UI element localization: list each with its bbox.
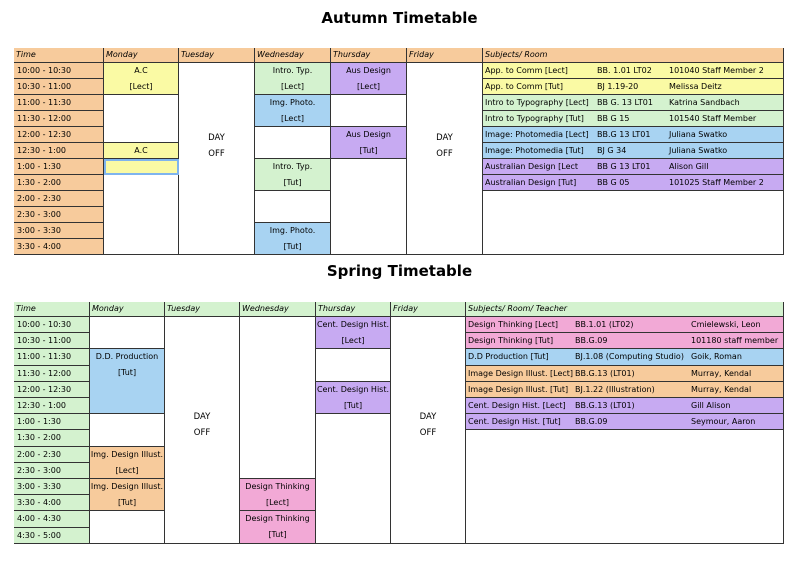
class-name: Aus Design [346,130,391,139]
subject-room: BB.G.09 [575,336,608,346]
subject-room: BB G 05 [597,178,630,187]
time-slot: 10:30 - 11:00 [14,333,90,349]
empty-slot [331,159,407,255]
time-slot: 11:30 - 12:00 [14,366,90,382]
class-name: Cent. Design Hist. [316,320,390,329]
subject-row [483,159,784,175]
subject-row [466,382,784,398]
empty-slot [104,95,179,143]
subject-teacher: Alison Gill [669,162,709,171]
class-type: [Lect] [115,465,139,475]
class-block [90,479,165,511]
header-friday: Friday [391,302,466,317]
subject-name: Intro to Typography [Lect] [485,98,589,107]
class-name: Img. Photo. [269,98,316,107]
subject-teacher: Murray, Kendal [691,384,752,394]
subject-room: BJ.1.22 (Illustration) [575,384,655,394]
time-slot: 1:30 - 2:00 [14,430,90,446]
subject-teacher: Seymour, Aaron [691,417,756,427]
time-slot: 4:30 - 5:00 [14,528,90,544]
empty-slot [90,414,165,446]
class-block [240,511,316,543]
subject-teacher: 101180 staff member [691,336,779,346]
day-off-label: DAY [193,412,211,423]
time-slot: 11:00 - 11:30 [14,95,104,111]
subject-row [466,317,784,333]
time-slot: 2:30 - 3:00 [14,207,104,223]
subject-name: Cent. Design Hist. [Lect] [468,401,566,410]
header-time: Time [14,302,90,317]
subject-row [483,127,784,143]
subject-teacher: Juliana Swatko [669,130,728,139]
subject-row [466,333,784,349]
header-subjects: Subjects/ Room/ Teacher [466,302,784,317]
time-slot: 2:30 - 3:00 [14,463,90,479]
subject-name: Image Design Illust. [Tut] [468,384,569,394]
subject-room: BJ G 34 [597,146,627,155]
empty-slot [90,317,165,349]
empty-slot [255,127,331,159]
class-name: D.D. Production [95,352,159,362]
subject-room: BB.G.09 [575,417,608,427]
class-block [90,349,165,414]
subject-teacher: Murray, Kendal [691,368,752,378]
class-block [331,127,407,159]
subject-room: BJ 1.19-20 [597,82,639,91]
time-slot: 12:00 - 12:30 [14,382,90,398]
subject-room: BB.G.13 (LT01) [575,368,635,378]
day-off-column [165,317,240,544]
subject-room: BB.G.13 (LT01) [575,401,635,410]
subject-name: App. to Comm [Lect] [485,66,568,75]
subject-room: BJ.1.08 (Computing Studio) [575,352,684,362]
subject-teacher: Cmielewski, Leon [691,320,761,329]
empty-slot [331,95,407,127]
time-slot: 12:00 - 12:30 [14,127,104,143]
class-name: Img. Photo. [269,226,316,235]
time-slot: 4:00 - 4:30 [14,511,90,527]
class-type: [Tut] [117,368,137,378]
class-block [90,447,165,479]
header-thursday: Thursday [316,302,391,317]
header-tuesday: Tuesday [165,302,240,317]
header-thursday: Thursday [331,48,407,63]
class-type: [Tut] [283,242,302,251]
time-slot: 3:00 - 3:30 [14,223,104,239]
class-block [255,95,331,127]
class-type: [Lect] [356,82,380,91]
time-slot: 11:00 - 11:30 [14,349,90,365]
subject-name: Image Design Illust. [Lect] [468,368,574,378]
subject-teacher: Melissa Deitz [669,82,722,91]
subject-teacher: Juliana Swatko [669,146,728,155]
subject-room: BB G 13 LT01 [597,162,651,171]
subject-name: Image: Photomedia [Lect] [485,130,589,139]
class-type: [Tut] [268,530,287,540]
class-block [255,223,331,255]
subject-name: D.D Production [Tut] [468,352,549,362]
day-off-label: OFF [193,428,211,439]
time-slot: 3:30 - 4:00 [14,239,104,255]
day-off-column [179,63,255,255]
header-time: Time [14,48,104,63]
class-name: A.C [134,66,148,75]
subject-teacher: 101040 Staff Member 2 [669,66,764,75]
time-slot: 11:30 - 12:00 [14,111,104,127]
class-name: Aus Design [346,66,391,75]
subject-room: BB.1.01 (LT02) [575,320,634,329]
header-wednesday: Wednesday [255,48,331,63]
class-name: Img. Design Illust. [90,449,164,459]
subject-row [483,63,784,79]
header-friday: Friday [407,48,483,63]
day-off-label: DAY [208,133,225,143]
class-name: Design Thinking [245,482,310,491]
class-type: [Tut] [343,400,363,410]
time-slot: 2:00 - 2:30 [14,191,104,207]
subject-name: Cent. Design Hist. [Tut] [468,417,561,427]
class-name: Cent. Design Hist. [316,384,390,394]
class-block [104,143,179,159]
time-slot: 10:00 - 10:30 [14,317,90,333]
class-block [104,63,179,95]
empty-slot [90,511,165,543]
subject-row [466,366,784,382]
class-type: [Tut] [117,498,137,507]
class-name: Img. Design Illust. [90,482,164,491]
subject-name: Australian Design [Tut] [485,178,577,187]
class-name: Design Thinking [245,514,310,524]
time-slot: 3:30 - 4:00 [14,495,90,511]
class-name: Intro. Typ. [272,162,313,171]
autumn-timetable-title: Autumn Timetable [321,9,478,27]
header-tuesday: Tuesday [179,48,255,63]
class-type: [Lect] [280,114,304,123]
day-off-label: OFF [208,149,225,159]
subject-room: BB. 1.01 LT02 [597,66,652,75]
subject-name: Design Thinking [Tut] [468,336,554,346]
day-off-column [407,63,483,255]
day-off-label: OFF [419,428,437,439]
class-type: [Lect] [129,82,153,91]
subject-row [483,143,784,159]
subject-name: Australian Design [Lect [485,162,579,171]
time-slot: 1:30 - 2:00 [14,175,104,191]
subject-room: BB.G 13 LT01 [597,130,651,139]
spring-timetable-title: Spring Timetable [326,262,473,280]
class-name: A.C [134,146,148,155]
subject-teacher: Goik, Roman [691,352,742,362]
class-block [255,159,331,191]
class-type: [Tut] [283,178,302,187]
day-off-label: DAY [436,133,453,143]
subject-room: BB G. 13 LT01 [597,98,653,107]
header-subjects: Subjects/ Room [483,48,784,63]
time-slot: 10:30 - 11:00 [14,79,104,95]
empty-slot [240,317,316,479]
empty-slot [255,191,331,223]
subject-row [483,79,784,95]
header-monday: Monday [90,302,165,317]
class-block [240,479,316,511]
subject-row [466,349,784,365]
class-name: Intro. Typ. [272,66,313,75]
subject-row [466,414,784,430]
time-slot: 12:30 - 1:00 [14,398,90,414]
class-block [316,382,391,414]
empty-slot [104,175,179,255]
time-slot: 1:00 - 1:30 [14,159,104,175]
class-block [331,63,407,95]
header-monday: Monday [104,48,179,63]
day-off-column [391,317,466,544]
subject-teacher: Gill Alison [691,401,731,410]
time-slot: 1:00 - 1:30 [14,414,90,430]
empty-slot [316,414,391,544]
day-off-label: OFF [436,149,453,159]
subject-name: App. to Comm [Tut] [485,82,564,91]
class-type: [Lect] [265,498,289,507]
class-type: [Tut] [359,146,378,155]
time-slot: 12:30 - 1:00 [14,143,104,159]
subject-name: Design Thinking [Lect] [468,320,558,329]
header-wednesday: Wednesday [240,302,316,317]
subject-row [466,398,784,414]
time-slot: 10:00 - 10:30 [14,63,104,79]
class-block [316,317,391,349]
subject-row [483,175,784,191]
day-off-label: DAY [419,412,437,423]
empty-slot [316,349,391,381]
time-slot: 3:00 - 3:30 [14,479,90,495]
class-block [255,63,331,95]
empty-slot [104,159,179,175]
subject-name: Intro to Typography [Tut] [485,114,584,123]
class-type: [Lect] [280,82,304,91]
subject-teacher: 101540 Staff Member [669,114,757,123]
subject-teacher: 101025 Staff Member 2 [669,178,764,187]
subject-row [483,95,784,111]
subject-room: BB G 15 [597,114,630,123]
subject-row [483,111,784,127]
time-slot: 2:00 - 2:30 [14,447,90,463]
subject-teacher: Katrina Sandbach [669,98,740,107]
subject-name: Image: Photomedia [Tut] [485,146,584,155]
class-type: [Lect] [341,336,365,345]
